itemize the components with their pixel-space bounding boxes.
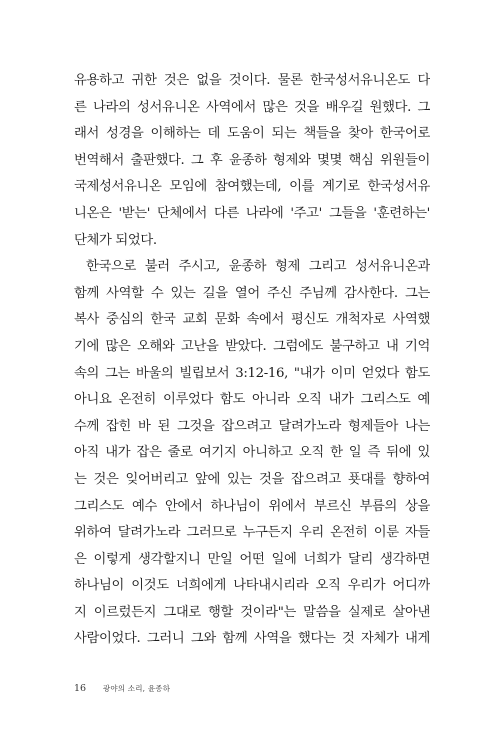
text-line: 아니요 온전히 이루었다 함도 아니라 오직 내가 그리스도 예 [74,392,430,408]
text-line: 함께 사역할 수 있는 길을 열어 주신 주님께 감사한다. 그는 [74,285,430,301]
text-line: 단체가 되었다. [74,232,157,248]
text-line: 속의 그는 바울의 빌립보서 3:12-16, "내가 이미 얻었다 함도 [74,365,430,381]
text-line: 사람이었다. 그러니 그와 함께 사역을 했다는 것 자체가 내게 [74,631,430,647]
text-line: 기에 많은 오해와 고난을 받았다. 그럼에도 불구하고 내 기억 [74,338,430,354]
text-line: 니온은 '받는' 단체에서 다른 나라에 '주고' 그들을 '훈련하는' [74,205,430,221]
text-line: 아직 내가 잡은 줄로 여기지 아니하고 오직 한 일 즉 뒤에 있 [74,445,430,461]
text-line: 은 이렇게 생각할지니 만일 어떤 일에 너희가 달리 생각하면 [74,551,430,567]
running-title: 광야의 소리, 윤종하 [102,684,171,693]
body-text [74,68,430,653]
text-line: 위하여 달려가노라 그러므로 누구든지 우리 온전히 이룬 자들 [74,525,430,541]
text-line: 국제성서유니온 모임에 참여했는데, 이를 계기로 한국성서유 [74,179,430,195]
page-number: 16 [74,683,87,694]
text-line: 그리스도 예수 안에서 하나님이 위에서 부르신 부름의 상을 [74,498,430,514]
text-line: 지 이르렀든지 그대로 행할 것이라"는 말씀을 실제로 살아낸 [74,604,430,620]
page-footer [74,683,170,694]
text-line: 래서 성경을 이해하는 데 도움이 되는 책들을 찾아 한국어로 [74,126,430,142]
text-line: 복사 중심의 한국 교회 문화 속에서 평신도 개척자로 사역했 [74,312,430,328]
text-line: 번역해서 출판했다. 그 후 윤종하 형제와 몇몇 핵심 위원들이 [74,152,430,168]
text-line: 한국으로 불러 주시고, 윤종하 형제 그리고 성서유니온과 [86,259,430,275]
text-line: 수께 잡힌 바 된 그것을 잡으려고 달려가노라 형제들아 나는 [74,418,430,434]
text-line: 하나님이 이것도 너희에게 나타내시리라 오직 우리가 어디까 [74,578,430,594]
text-line: 른 나라의 성서유니온 사역에서 많은 것을 배우길 원했다. 그 [74,99,430,115]
text-line: 유용하고 귀한 것은 없을 것이다. 물론 한국성서유니온도 다 [74,73,430,88]
text-line: 는 것은 잊어버리고 앞에 있는 것을 잡으려고 푯대를 향하여 [74,471,430,487]
